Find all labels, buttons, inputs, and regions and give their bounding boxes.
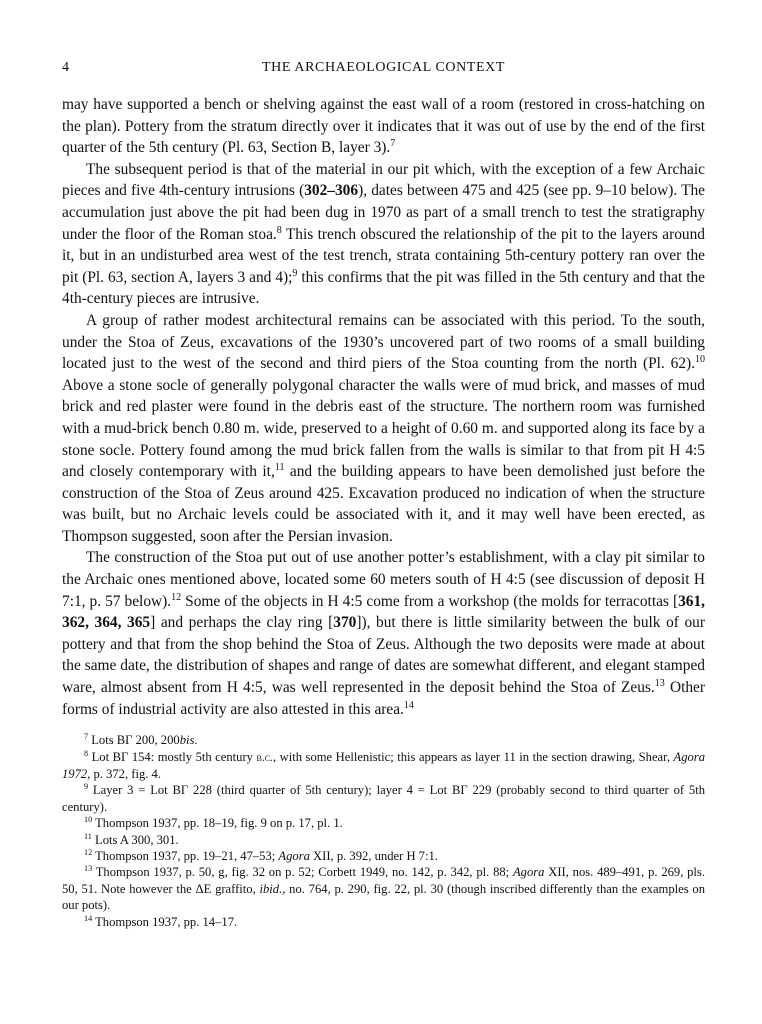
text-run: , no. 764, p. 290, fig. 22, pl. 30 (though inscribed differently than the examples on our pots). xyxy=(62,881,705,913)
text-run: Agora xyxy=(512,865,545,880)
note-reference: 14 xyxy=(84,913,93,923)
text-run: . xyxy=(194,733,198,748)
text-run: This trench obscured the relationship of the pit to the layers around it, but in an undisturbed area west of the test trench, strata containing 5th-century pottery ran over the pit (Pl. 63, section A, layers 3 and 4); xyxy=(62,225,705,286)
footnote xyxy=(62,749,705,783)
footnote xyxy=(62,848,705,864)
text-run: 302–306 xyxy=(304,182,359,200)
text-run: , with some Hellenistic; this appears as layer 11 in the section drawing, Shear, xyxy=(272,749,674,764)
paragraph xyxy=(62,310,705,548)
text-run: XII, nos. 489–491, p. 269, pls. 50, 51. Note however the ΔE graffito, xyxy=(62,865,705,896)
note-reference: 8 xyxy=(276,224,282,236)
text-run: 361, 362, 364, 365 xyxy=(62,592,706,632)
text-run: this confirms that the pit was filled in the 5th century and that the 4th-century pieces are intrusive. xyxy=(62,268,705,308)
text-run: Some of the objects in H 4:5 come from a workshop (the molds for terracottas [ xyxy=(181,592,679,610)
footnote xyxy=(62,732,705,748)
text-run: , p. 372, fig. 4. xyxy=(87,767,161,782)
text-run: may have supported a bench or shelving against the east wall of a room (restored in cross-hatching on the plan). Pottery from the stratum directly over it indicates that it was out of use by the end of the first quarter of the 5th century (Pl. 63, Section B, layer 3). xyxy=(62,96,705,157)
note-reference: 10 xyxy=(84,815,93,825)
text-run: bis xyxy=(179,733,195,748)
note-reference: 9 xyxy=(84,782,89,792)
footnote xyxy=(62,864,705,913)
paragraph xyxy=(62,547,705,720)
text-run: ]), but there is little similarity between the bulk of our pottery and that from the shop behind the Stoa of Zeus. Although the two deposits were made at about the same date, the distribution of shapes and range of dates are somewhat different, and elegant stamped ware, almost absent from H 4:5, was well represented in the deposit behind the Stoa of Zeus. xyxy=(62,614,706,697)
text-run: Agora 1972 xyxy=(62,749,705,782)
text-run: The construction of the Stoa put out of use another potter’s establishment, with a clay pit similar to the Archaic ones mentioned above, located some 60 meters south of H 4:5 (see discussion of deposit H 7:1, p. 57 below). xyxy=(62,549,705,610)
note-reference: 14 xyxy=(403,699,414,711)
text-run: Thompson 1937, pp. 14–17. xyxy=(92,914,238,929)
text-run: XII, p. 392, under H 7:1. xyxy=(309,849,438,864)
text-run: ] and perhaps the clay ring [ xyxy=(150,614,334,632)
text-run: Lot BΓ 154: mostly 5th century xyxy=(88,749,257,764)
running-head xyxy=(62,60,705,84)
text-run: Agora xyxy=(278,849,310,864)
page-number: 4 xyxy=(62,60,70,75)
footnote xyxy=(62,782,705,815)
text-run: Thompson 1937, pp. 19–21, 47–53; xyxy=(92,849,279,864)
text-run: Lots A 300, 301. xyxy=(91,832,179,847)
text-run: Other forms of industrial activity are also attested in this area. xyxy=(62,679,706,718)
note-reference: 12 xyxy=(171,591,182,603)
footnote xyxy=(62,815,705,831)
paragraph xyxy=(62,94,705,159)
text-run: Layer 3 = Lot BΓ 228 (third quarter of 5th century); layer 4 = Lot BΓ 229 (probably second to third quarter of 5th century). xyxy=(62,783,705,814)
note-reference: 12 xyxy=(84,847,93,857)
paragraph xyxy=(62,159,705,310)
note-reference: 8 xyxy=(84,748,89,758)
text-run: Thompson 1937, p. 50, g, fig. 32 on p. 52; Corbett 1949, no. 142, p. 342, pl. 88; xyxy=(92,865,513,880)
note-reference: 13 xyxy=(654,677,665,689)
text-run: Above a stone socle of generally polygonal character the walls were of mud brick, and masses of mud brick and red plaster were found in the debris east of the structure. The northern room was furnished with a mud-brick bench 0.80 m. wide, preserved to a height of 0.60 m. and supported along its face by a stone socle. Pottery found among the mud brick fallen from the walls is similar to that from pit H 4:5 and closely contemporary with it, xyxy=(62,376,705,481)
text-run: 370 xyxy=(333,614,357,632)
document-page xyxy=(62,60,705,930)
text-run: Lots BΓ 200, 200 xyxy=(88,733,180,748)
text-run: Thompson 1937, pp. 18–19, fig. 9 on p. 17, pl. 1. xyxy=(92,816,343,831)
text-run: ibid. xyxy=(259,881,283,896)
note-reference: 11 xyxy=(274,461,285,473)
note-reference: 7 xyxy=(390,138,396,150)
note-reference: 13 xyxy=(84,864,93,874)
body-text xyxy=(62,94,705,720)
note-reference: 9 xyxy=(292,267,298,279)
note-reference: 11 xyxy=(84,831,92,841)
running-title: THE ARCHAEOLOGICAL CONTEXT xyxy=(262,60,505,75)
text-run: ), dates between 475 and 425 (see pp. 9–10 below). The accumulation just above the pit had been dug in 1970 as part of a small trench to test the stratigraphy under the floor of the Roman stoa. xyxy=(62,182,705,243)
text-run: and the building appears to have been demolished just before the construction of the Stoa of Zeus around 425. Excavation produced no indication of when the structure was built, but no Archaic levels could be associated with it, and it may well have been erected, as Thompson suggested, soon after the Persian invasion. xyxy=(62,463,706,545)
footnote xyxy=(62,914,705,930)
text-run: b.c. xyxy=(256,750,273,764)
text-run: A group of rather modest architectural remains can be associated with this period. To the south, under the Stoa of Zeus, excavations of the 1930’s uncovered part of two rooms of a small building located just to the west of the second and third piers of the Stoa counting from the north (Pl. 62). xyxy=(62,311,705,373)
note-reference: 10 xyxy=(695,354,705,365)
footnotes xyxy=(62,732,705,930)
footnote xyxy=(62,832,705,848)
note-reference: 7 xyxy=(84,732,89,742)
text-run: The subsequent period is that of the material in our pit which, with the exception of a few Archaic pieces and five 4th-century intrusions ( xyxy=(62,160,705,200)
